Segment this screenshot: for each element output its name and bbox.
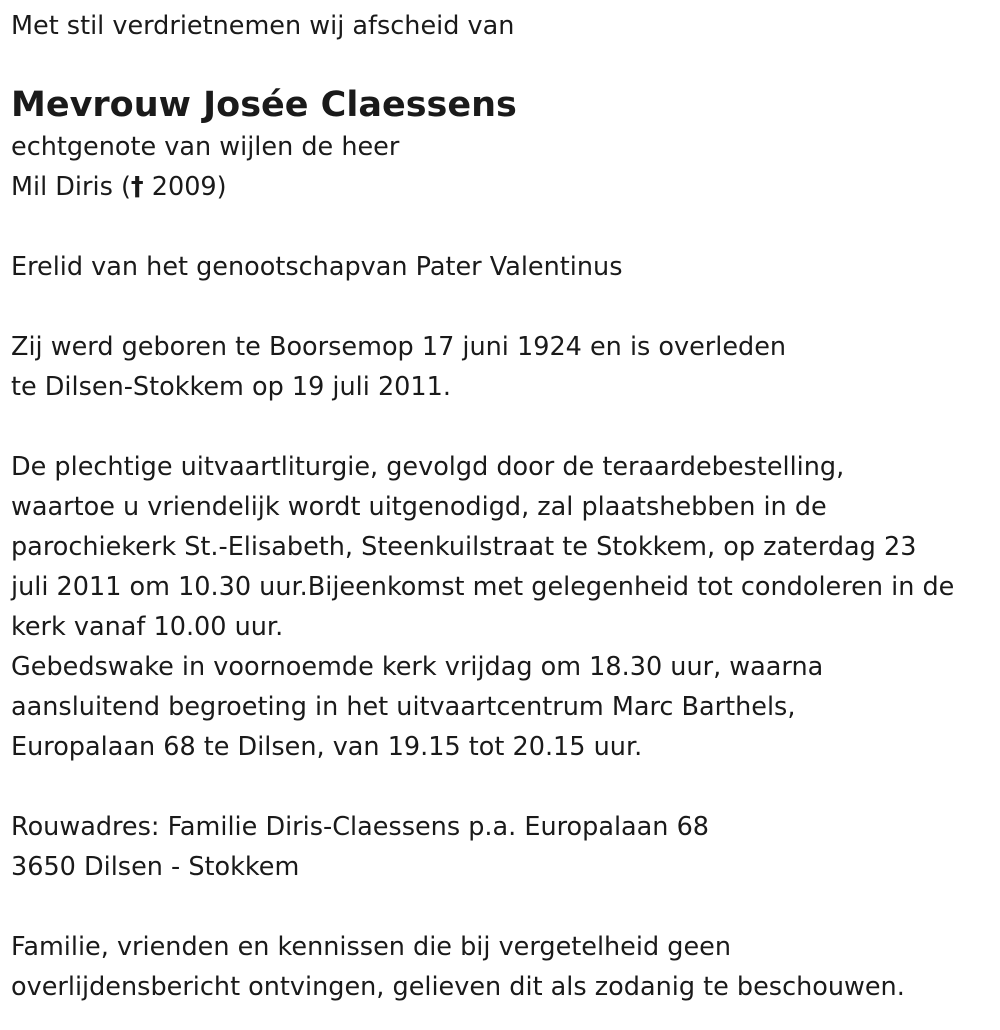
funeral-line: parochiekerk St.-Elisabeth, Steenkuilstraat te Stokkem, op zaterdag 23 bbox=[11, 532, 917, 562]
mourning-address-line: Rouwadres: Familie Diris-Claessens p.a. Europalaan 68 bbox=[11, 812, 710, 842]
honorary-membership: Erelid van het genootschapvan Pater Valentinus bbox=[11, 252, 623, 282]
spacer bbox=[11, 407, 996, 447]
cross-icon: † bbox=[130, 172, 144, 202]
closing-line: Familie, vrienden en kennissen die bij vergetelheid geen bbox=[11, 932, 731, 962]
funeral-line: waartoe u vriendelijk wordt uitgenodigd, zal plaatshebben in de bbox=[11, 492, 827, 522]
spacer bbox=[11, 767, 996, 807]
funeral-line: De plechtige uitvaartliturgie, gevolgd door de teraardebestelling, bbox=[11, 452, 845, 482]
spouse-death-year: 2009) bbox=[143, 172, 227, 202]
deceased-name: Mevrouw Josée Claessens bbox=[11, 85, 517, 125]
wake-line: Gebedswake in voornoemde kerk vrijdag om 18.30 uur, waarna bbox=[11, 652, 824, 682]
mourning-address-line: 3650 Dilsen - Stokkem bbox=[11, 852, 300, 882]
closing-line: overlijdensbericht ontvingen, gelieven dit als zodanig te beschouwen. bbox=[11, 972, 905, 1002]
spacer bbox=[11, 207, 996, 247]
death-notice bbox=[11, 6, 996, 1007]
funeral-line: juli 2011 om 10.30 uur.Bijeenkomst met gelegenheid tot condoleren in de bbox=[11, 572, 955, 602]
funeral-line: kerk vanaf 10.00 uur. bbox=[11, 612, 284, 642]
wake-line: aansluitend begroeting in het uitvaartcentrum Marc Barthels, bbox=[11, 692, 796, 722]
spouse-name: Mil Diris ( bbox=[11, 172, 131, 202]
spacer bbox=[11, 887, 996, 927]
spouse-name-line bbox=[11, 167, 996, 207]
birth-death-line: Zij werd geboren te Boorsemop 17 juni 1924 en is overleden bbox=[11, 332, 787, 362]
intro-text: Met stil verdrietnemen wij afscheid van bbox=[11, 11, 515, 41]
spacer bbox=[11, 287, 996, 327]
spouse-line: echtgenote van wijlen de heer bbox=[11, 132, 400, 162]
wake-line: Europalaan 68 te Dilsen, van 19.15 tot 20.15 uur. bbox=[11, 732, 643, 762]
birth-death-line: te Dilsen-Stokkem op 19 juli 2011. bbox=[11, 372, 451, 402]
